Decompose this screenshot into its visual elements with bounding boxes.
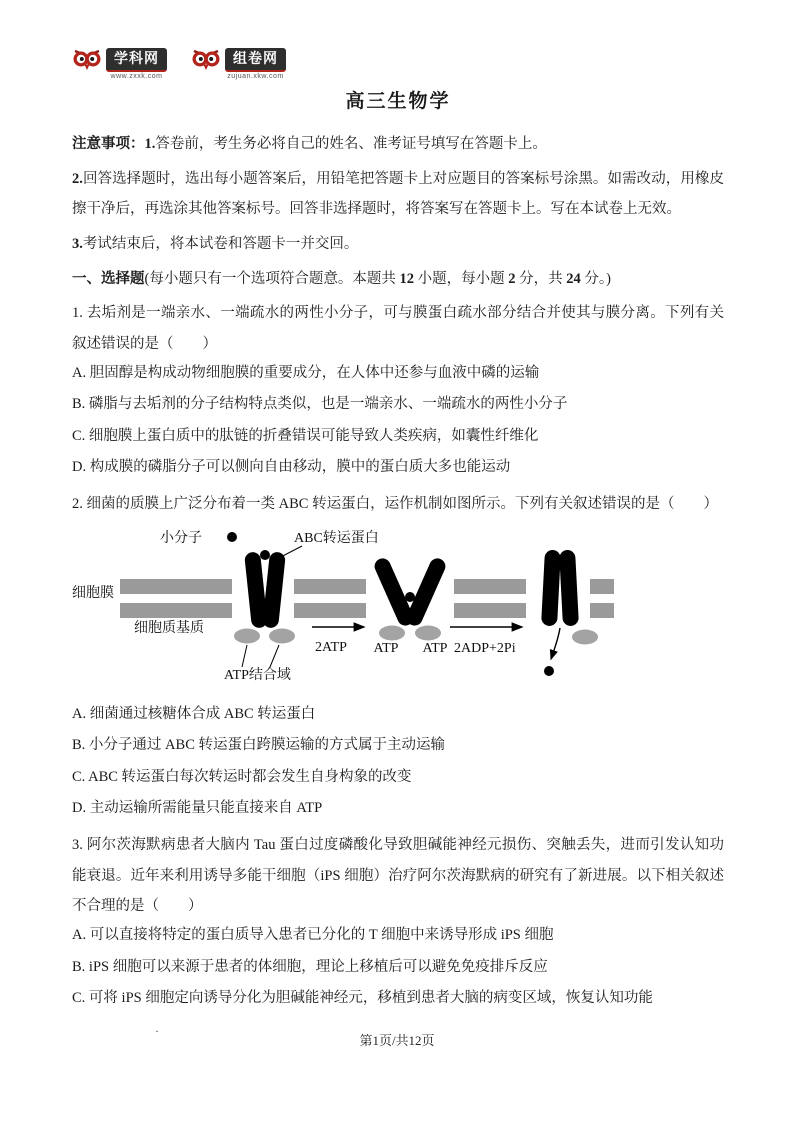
notice-1 bbox=[72, 129, 724, 160]
abc-transporter-diagram bbox=[72, 524, 632, 694]
diagram-label-atp-right: ATP bbox=[422, 640, 448, 656]
atp-binding-domain-4 bbox=[415, 625, 441, 640]
notice-3-prefix: 3. bbox=[72, 236, 83, 252]
logo-zujuanwang bbox=[191, 48, 286, 80]
section-text: (每小题只有一个选项符合题意。本题共 bbox=[144, 270, 400, 287]
notice-2 bbox=[72, 164, 724, 225]
notice-3 bbox=[72, 229, 724, 260]
section-text: 小题，每小题 bbox=[413, 270, 509, 287]
question-3 bbox=[72, 830, 724, 1009]
footer-mark: · bbox=[155, 1024, 159, 1038]
section-heading: 一、选择题 bbox=[72, 270, 145, 287]
question-2-option-d: D. 主动运输所需能量只能直接来自 ATP bbox=[72, 800, 323, 817]
diagram-label-2adp: 2ADP+2Pi bbox=[454, 640, 516, 656]
question-3-option-b: B. iPS 细胞可以来源于患者的体细胞，理论上移植后可以避免免疫排斥反应 bbox=[72, 958, 548, 975]
section-num-questions: 12 bbox=[399, 270, 414, 287]
diagram-label-atp-domain: ATP结合域 bbox=[224, 667, 291, 683]
page-title: 高三生物学 bbox=[345, 90, 451, 112]
diagram-label-atp-left: ATP bbox=[373, 640, 399, 656]
question-1 bbox=[72, 298, 724, 478]
question-3-option-a: A. 可以直接将特定的蛋白质导入患者已分化的 T 细胞中来诱导形成 iPS 细胞 bbox=[72, 927, 554, 943]
question-3-stem: 3. 阿尔茨海默病患者大脑内 Tau 蛋白过度磷酸化导致胆碱能神经元损伤、突触丢失，进而引发认知功能衰退。近年来利用诱导多能干细胞（iPS 细胞）治疗阿尔茨海默病的研究有了新进展。以下相关叙述不合理的是（ ） bbox=[72, 836, 724, 915]
question-2-option-c: C. ABC 转运蛋白每次转运时都会发生自身构象的改变 bbox=[72, 768, 412, 785]
logo-xuekewang bbox=[72, 48, 167, 80]
logo-text-block bbox=[225, 48, 286, 80]
section-text: 分。) bbox=[580, 270, 611, 287]
question-1-stem: 1. 去垢剂是一端亲水、一端疏水的两性小分子，可与膜蛋白疏水部分结合并使其与膜分离。下列有关叙述错误的是（ ） bbox=[72, 305, 724, 353]
question-2-stem: 2. 细菌的质膜上广泛分布着一类 ABC 转运蛋白，运作机制如图所示。下列有关叙述错误的是（ ） bbox=[72, 496, 719, 512]
atp-binding-domain-2 bbox=[269, 628, 295, 643]
logo-name: 学科网 bbox=[106, 48, 167, 72]
page-number: 第1页/共12页 bbox=[359, 1033, 435, 1048]
atp-domain-leader-1 bbox=[242, 645, 247, 667]
question-1-option-a: A. 胆固醇是构成动物细胞膜的重要成分，在人体中还参与血液中磷的运输 bbox=[72, 364, 540, 381]
section-title bbox=[72, 264, 724, 295]
atp-domain-leader-2 bbox=[270, 645, 279, 667]
notice-3-text: 考试结束后，将本试卷和答题卡一并交回。 bbox=[82, 236, 359, 252]
logo-url: zujuan.xkw.com bbox=[227, 72, 284, 80]
diagram-label-2atp: 2ATP bbox=[315, 639, 347, 655]
diagram-label-small-molecule: 小分子 bbox=[160, 530, 202, 546]
question-1-option-d: D. 构成膜的磷脂分子可以侧向自由移动，膜中的蛋白质大多也能运动 bbox=[72, 459, 511, 476]
section-text: 分，共 bbox=[515, 270, 567, 287]
owl-icon bbox=[191, 48, 221, 78]
molecule-in-channel bbox=[405, 592, 415, 602]
question-2-option-b: B. 小分子通过 ABC 转运蛋白跨膜运输的方式属于主动运输 bbox=[72, 737, 445, 754]
diagram-label-cell-membrane: 细胞膜 bbox=[72, 585, 114, 601]
diagram-label-transporter: ABC转运蛋白 bbox=[294, 530, 379, 546]
release-arrow bbox=[551, 628, 560, 659]
notice-1-text: 答卷前，考生务必将自己的姓名、准考证号填写在答题卡上。 bbox=[155, 135, 547, 152]
owl-icon bbox=[72, 48, 102, 78]
atp-binding-domain-1 bbox=[234, 628, 260, 643]
section-points-each: 2 bbox=[508, 270, 516, 287]
small-molecule-dot bbox=[227, 532, 237, 542]
question-1-option-b: B. 磷脂与去垢剂的分子结构特点类似，也是一端亲水、一端疏水的两性小分子 bbox=[72, 396, 568, 413]
logo-text-block bbox=[106, 48, 167, 80]
logo-row bbox=[72, 48, 724, 80]
logo-name: 组卷网 bbox=[225, 48, 286, 72]
question-2 bbox=[72, 489, 724, 819]
atp-binding-domain-3 bbox=[379, 625, 405, 640]
released-molecule bbox=[544, 666, 554, 676]
logo-url: www.zxxk.com bbox=[110, 72, 163, 80]
question-2-option-a: A. 细菌通过核糖体合成 ABC 转运蛋白 bbox=[72, 705, 316, 722]
diagram-label-cytoplasm: 细胞质基质 bbox=[134, 620, 204, 636]
notice-2-text: 回答选择题时，选出每小题答案后，用铅笔把答题卡上对应题目的答案标号涂黑。如需改动，用橡皮擦干净后，再选涂其他答案标号。回答非选择题时，将答案写在答题卡上。写在本试卷上无效。 bbox=[72, 170, 724, 218]
atp-binding-domain-5 bbox=[572, 629, 598, 644]
molecule-at-mouth bbox=[260, 550, 270, 560]
question-3-option-c: C. 可将 iPS 细胞定向诱导分化为胆碱能神经元，移植到患者大脑的病变区域，恢复认知功能 bbox=[72, 990, 653, 1007]
notice-1-prefix: 注意事项：1. bbox=[72, 135, 156, 152]
section-points-total: 24 bbox=[566, 270, 581, 287]
notice-2-prefix: 2. bbox=[72, 170, 83, 187]
question-1-option-c: C. 细胞膜上蛋白质中的肽链的折叠错误可能导致人类疾病，如囊性纤维化 bbox=[72, 427, 539, 444]
